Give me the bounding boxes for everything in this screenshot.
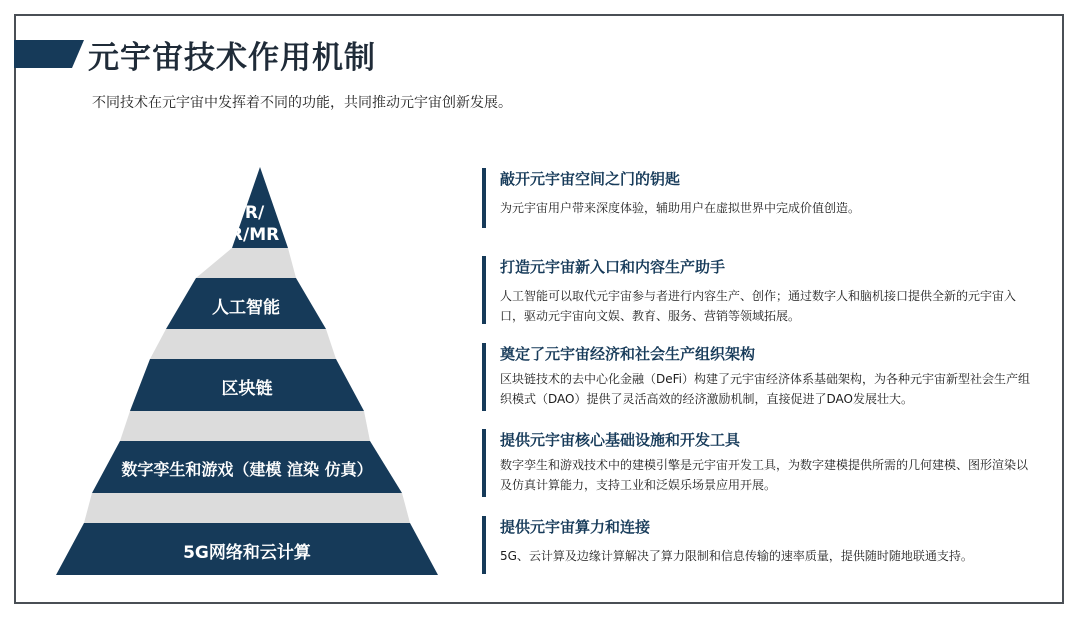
item-description: 5G、云计算及边缘计算解决了算力限制和信息传输的速率质量，提供随时随地联通支持。 bbox=[500, 549, 973, 563]
item-accent-bar bbox=[482, 168, 486, 228]
item-heading: 奠定了元宇宙经济和社会生产组织架构 bbox=[500, 345, 756, 363]
item-description: 区块链技术的去中心化金融（DeFi）构建了元宇宙经济体系基础架构，为各种元宇宙新型社会生产组织模式（DAO）提供了灵活高效的经济激励机制，直接促进了DAO发展壮大。 bbox=[500, 372, 1030, 406]
item-heading: 提供元宇宙核心基础设施和开发工具 bbox=[500, 431, 741, 449]
page-title: 元宇宙技术作用机制 bbox=[88, 40, 376, 76]
tier-label-vr bbox=[200, 202, 296, 246]
item-blockchain bbox=[482, 343, 1042, 411]
item-heading: 打造元宇宙新入口和内容生产助手 bbox=[500, 258, 726, 276]
tier-label-vr-line-2: AR/MR bbox=[216, 225, 280, 245]
item-description: 人工智能可以取代元宇宙参与者进行内容生产、创作；通过数字人和脑机接口提供全新的元宇宙入口，驱动元宇宙向文娱、教育、服务、营销等领域拓展。 bbox=[500, 289, 1017, 323]
tier-label-blockchain: 区块链 bbox=[221, 379, 273, 399]
item-ai bbox=[482, 256, 1042, 324]
item-heading: 敲开元宇宙空间之门的钥匙 bbox=[500, 170, 681, 188]
tier-label-5g-cloud: 5G网络和云计算 bbox=[183, 543, 311, 563]
tier-label-vr-line-1: VR/ bbox=[231, 203, 265, 223]
item-digital-twin bbox=[482, 429, 1042, 497]
item-accent-bar bbox=[482, 343, 486, 411]
tier-label-ai: 人工智能 bbox=[212, 298, 280, 318]
item-accent-bar bbox=[482, 516, 486, 574]
item-vr bbox=[482, 168, 1042, 228]
item-description: 数字孪生和游戏技术中的建模引擎是元宇宙开发工具，为数字建模提供所需的几何建模、图形渲染以及仿真计算能力，支持工业和泛娱乐场景应用开展。 bbox=[500, 458, 1029, 492]
item-5g-cloud bbox=[482, 516, 1042, 574]
tier-label-digital-twin: 数字孪生和游戏（建模 渲染 仿真） bbox=[121, 460, 373, 479]
page-subtitle: 不同技术在元宇宙中发挥着不同的功能，共同推动元宇宙创新发展。 bbox=[92, 95, 512, 111]
item-accent-bar bbox=[482, 429, 486, 497]
item-description: 为元宇宙用户带来深度体验，辅助用户在虚拟世界中完成价值创造。 bbox=[500, 201, 861, 215]
item-heading: 提供元宇宙算力和连接 bbox=[500, 518, 651, 536]
item-accent-bar bbox=[482, 256, 486, 324]
